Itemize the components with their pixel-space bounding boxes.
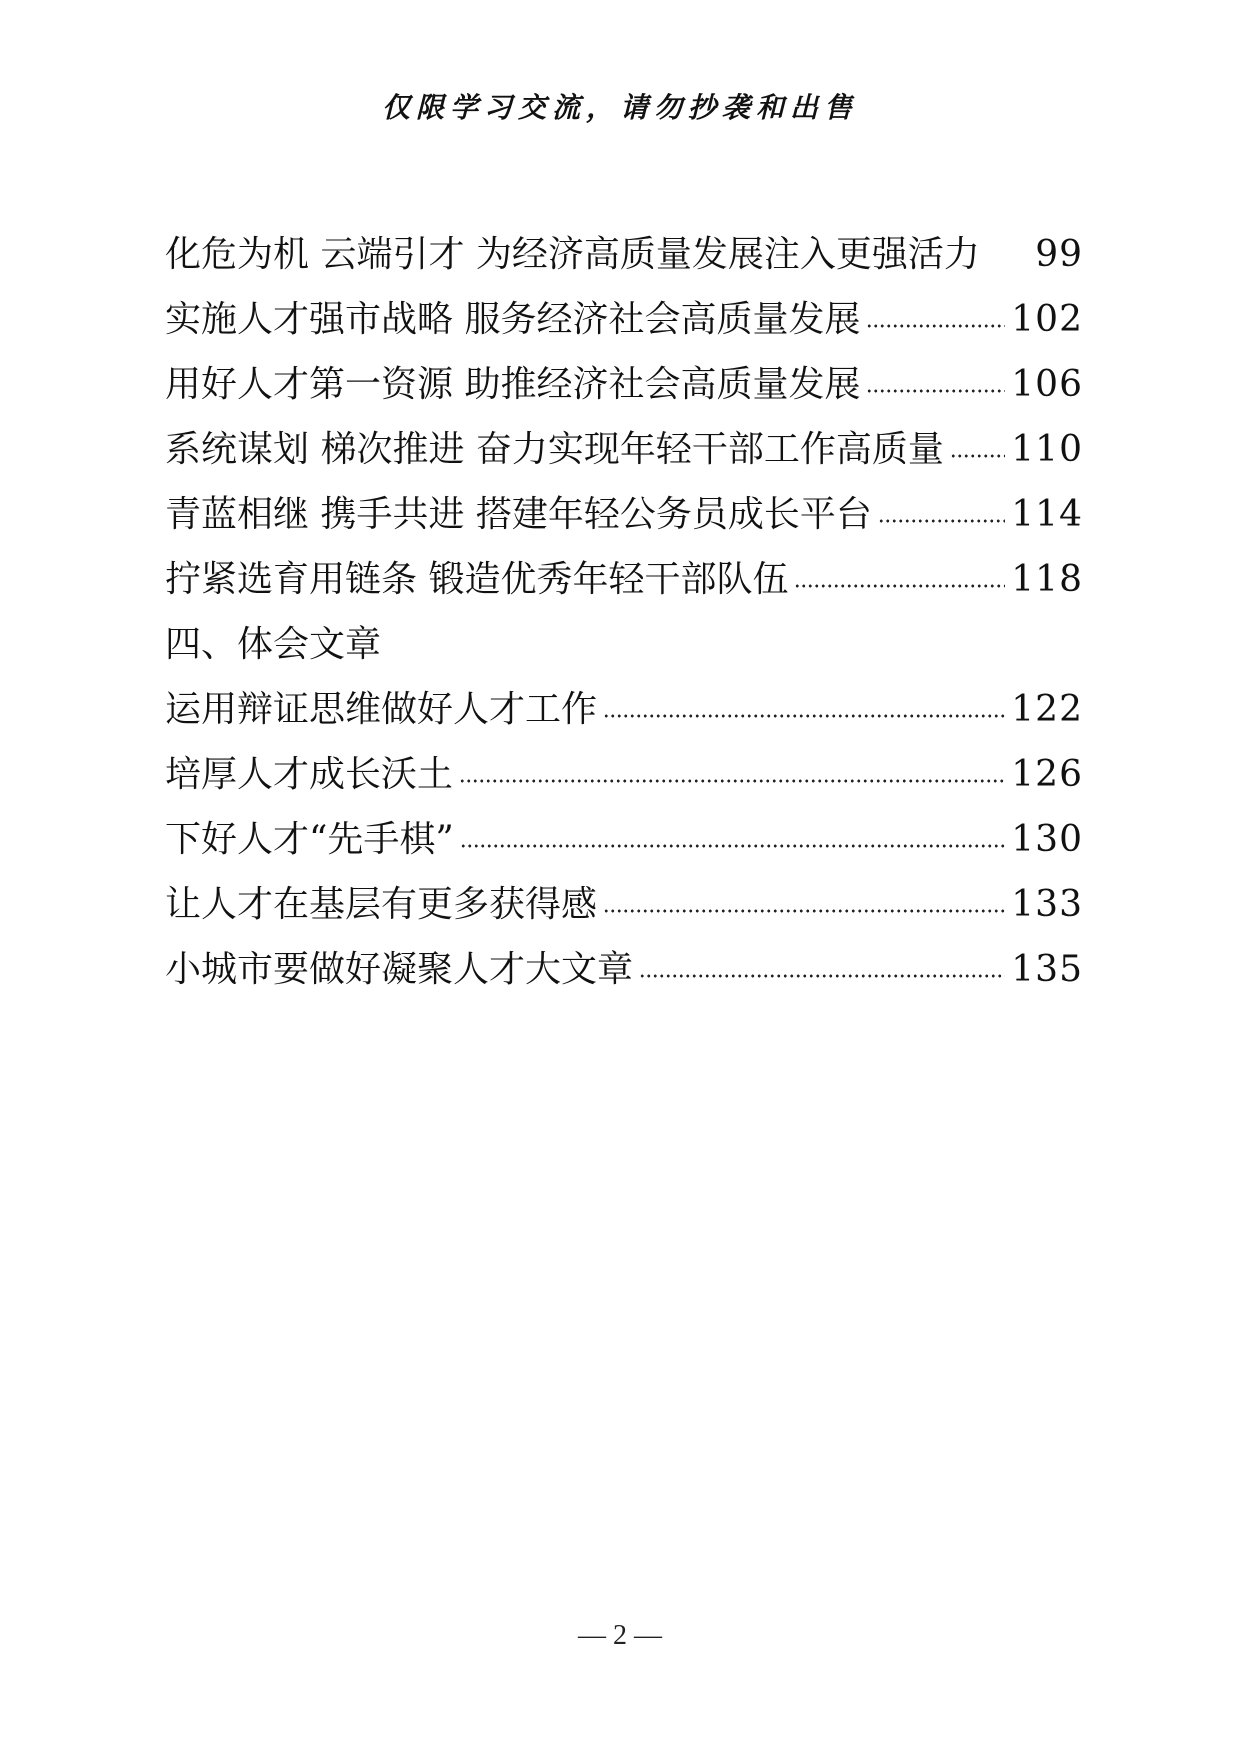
page-header-notice: 仅限学习交流，请勿抄袭和出售 <box>381 91 858 124</box>
toc-entry[interactable] <box>165 417 1083 482</box>
toc-dot-leader <box>950 454 1005 458</box>
toc-entry-page: 133 <box>1011 884 1083 925</box>
toc-entry-page: 126 <box>1011 754 1083 795</box>
toc-entry[interactable] <box>165 742 1083 807</box>
toc-entry-page: 110 <box>1011 429 1083 470</box>
toc-entry-title: 运用辩证思维做好人才工作 <box>165 689 598 730</box>
toc-entry-title: 化危为机 云端引才 为经济高质量发展注入更强活力 <box>165 234 980 275</box>
toc-entry-title: 小城市要做好凝聚人才大文章 <box>165 949 634 990</box>
toc-entry[interactable] <box>165 677 1083 742</box>
toc-entry[interactable] <box>165 872 1083 937</box>
toc-dot-leader <box>794 584 1005 588</box>
toc-dot-leader <box>878 519 1005 523</box>
toc-entry-page: 106 <box>1011 364 1083 405</box>
toc-dot-leader <box>866 389 1005 393</box>
toc-entry-title: 系统谋划 梯次推进 奋力实现年轻干部工作高质量 <box>165 429 944 470</box>
toc-dot-leader <box>639 974 1005 978</box>
toc-entry[interactable] <box>165 807 1083 872</box>
toc-entry-page: 114 <box>1011 494 1083 535</box>
toc-entry-title: 培厚人才成长沃土 <box>165 754 454 795</box>
toc-entry-page: 99 <box>1035 234 1083 275</box>
toc-dot-leader <box>460 844 1005 848</box>
toc-entry[interactable] <box>165 222 1083 287</box>
toc-entry-page: 102 <box>1011 299 1083 340</box>
toc-entry-title: 青蓝相继 携手共进 搭建年轻公务员成长平台 <box>165 494 872 535</box>
toc-entry[interactable] <box>165 352 1083 417</box>
toc-entry[interactable] <box>165 547 1083 612</box>
toc-entry[interactable] <box>165 937 1083 1002</box>
toc-dot-leader <box>459 779 1005 783</box>
table-of-contents <box>165 222 1083 1002</box>
toc-dot-leader <box>603 909 1005 913</box>
page-number: — 2 — <box>578 1620 662 1651</box>
toc-entry-page: 118 <box>1011 559 1083 600</box>
toc-section-heading: 四、体会文章 <box>165 624 382 665</box>
toc-entry-title: 实施人才强市战略 服务经济社会高质量发展 <box>165 299 861 340</box>
toc-entry-page: 130 <box>1011 819 1083 860</box>
toc-entry[interactable] <box>165 287 1083 352</box>
toc-entry-page: 135 <box>1011 949 1083 990</box>
toc-entry-title: 让人才在基层有更多获得感 <box>165 884 598 925</box>
toc-entry-title: 拧紧选育用链条 锻造优秀年轻干部队伍 <box>165 559 789 600</box>
toc-entry-page: 122 <box>1011 689 1083 730</box>
toc-entry-title: 用好人才第一资源 助推经济社会高质量发展 <box>165 364 861 405</box>
toc-dot-leader <box>866 324 1005 328</box>
toc-entry[interactable] <box>165 482 1083 547</box>
toc-dot-leader <box>603 714 1005 718</box>
toc-entry-title: 下好人才“先手棋” <box>165 819 454 860</box>
